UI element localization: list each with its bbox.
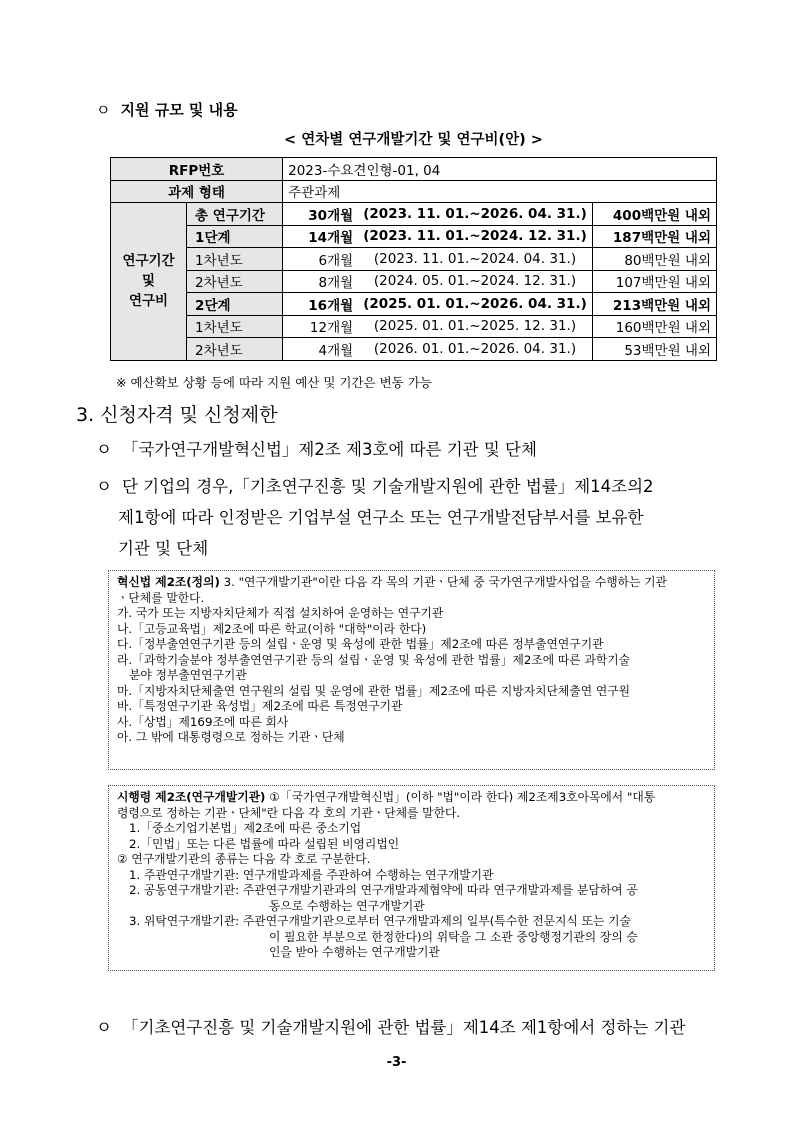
box-line: 1. 주관연구개발기관: 연구개발과제를 주관하여 수행하는 연구개발기관 xyxy=(129,867,494,882)
bullet-mark: ㅇ xyxy=(96,1018,112,1037)
box-line: 1.「중소기업기본법」제2조에 따른 중소기업 xyxy=(129,821,362,835)
box-line: 마.「지방자치단체출연 연구원의 설립 및 운영에 관한 법률」제2조에 따른 지방자치단체출연 연구원 xyxy=(117,683,631,698)
box-title: 시행령 제2조(연구개발기관) xyxy=(117,790,266,804)
box-line: 3. 위탁연구개발기관: 주관연구개발기관으로부터 연구개발과제의 일부(특수한 전문지식 또는 기술 xyxy=(129,914,631,928)
row-period: (2026. 01. 01.~2026. 04. 31.) xyxy=(358,338,592,361)
box-line: 이 필요한 부분으로 한정한다)의 위탁을 그 소관 중앙행정기관의 장의 승 xyxy=(269,929,638,944)
row-months: 8개월 xyxy=(283,270,359,293)
row-label: 2차년도 xyxy=(187,338,283,361)
paragraph-line: 기관 및 단체 xyxy=(118,539,209,558)
budget-table xyxy=(110,157,717,361)
box-line: 인을 받아 수행하는 연구개발기관 xyxy=(269,945,440,959)
box-line: 나.「고등교육법」제2조에 따른 학교(이하 "대학"이라 한다) xyxy=(117,621,427,636)
paragraph-line: 제1항에 따라 인정받은 기업부설 연구소 또는 연구개발전담부서를 보유한 xyxy=(118,508,644,527)
section-bullet xyxy=(96,99,238,120)
row-label: 2차년도 xyxy=(187,270,283,293)
row-months: 4개월 xyxy=(283,338,359,361)
row-months: 16개월 xyxy=(283,293,359,316)
decree-excerpt-box xyxy=(108,785,715,971)
row-months: 6개월 xyxy=(283,248,359,271)
row-label: 1차년도 xyxy=(187,248,283,271)
table-row xyxy=(111,315,717,338)
row-budget: 160백만원 내외 xyxy=(592,315,716,338)
box-line: 2. 공동연구개발기관: 주관연구개발기관과의 연구개발과제협약에 따라 연구개발과제를 분담하여 공 xyxy=(129,883,638,897)
box-line: ② 연구개발기관의 종류는 다음 각 호로 구분한다. xyxy=(117,852,371,866)
box-line: 분야 정부출연연구기관 xyxy=(129,668,247,682)
paragraph-3 xyxy=(96,1012,685,1043)
row-period: (2025. 01. 01.~2025. 12. 31.) xyxy=(358,315,592,338)
row-budget: 53백만원 내외 xyxy=(592,338,716,361)
row-budget: 187백만원 내외 xyxy=(592,225,716,248)
section-heading: 3. 신청자격 및 신청제한 xyxy=(76,404,278,426)
table-row xyxy=(111,270,717,293)
row-budget: 213백만원 내외 xyxy=(592,293,716,316)
table-row xyxy=(111,203,717,226)
row-period: (2025. 01. 01.~2026. 04. 31.) xyxy=(358,293,592,316)
rfp-label: RFP번호 xyxy=(111,158,283,181)
rfp-value: 2023-수요견인형-01, 04 xyxy=(283,158,717,181)
box-line: 3. "연구개발기관"이란 다음 각 목의 기관ㆍ단체 중 국가연구개발사업을 수행하는 기관 xyxy=(219,575,667,589)
box-line: 동으로 수행하는 연구개발기관 xyxy=(269,898,425,913)
row-label: 2단계 xyxy=(187,293,283,316)
row-label: 총 연구기간 xyxy=(187,203,283,226)
box-line: 라.「과학기술분야 정부출연연구기관 등의 설립ㆍ운영 및 육성에 관한 법률」제2조에 따른 과학기술 xyxy=(117,652,631,667)
box-line: 아. 그 밖에 대통령령으로 정하는 기관ㆍ단체 xyxy=(117,730,345,744)
row-budget: 107백만원 내외 xyxy=(592,270,716,293)
box-line: ㆍ단체를 말한다. xyxy=(117,590,205,605)
table-row xyxy=(111,158,717,181)
row-months: 12개월 xyxy=(283,315,359,338)
row-period: (2024. 05. 01.~2024. 12. 31.) xyxy=(358,270,592,293)
paragraph-1 xyxy=(96,434,537,465)
side-label xyxy=(111,203,187,361)
row-budget: 80백만원 내외 xyxy=(592,248,716,271)
row-period: (2023. 11. 01.~2026. 04. 31.) xyxy=(358,203,592,226)
law-excerpt-box xyxy=(108,570,715,770)
paragraph-text: 「기초연구진흥 및 기술개발지원에 관한 법률」제14조 제1항에서 정하는 기관 xyxy=(121,1018,686,1037)
side-label-line: 및 xyxy=(142,273,156,290)
box-line: 2.「민법」또는 다른 법률에 따라 설립된 비영리법인 xyxy=(129,836,400,851)
table-row xyxy=(111,180,717,203)
row-budget: 400백만원 내외 xyxy=(592,203,716,226)
bullet-mark: ㅇ xyxy=(96,440,112,459)
box-line: 사.「상법」제169조에 따른 회사 xyxy=(117,714,289,729)
side-label-line: 연구기간 xyxy=(122,253,175,270)
table-row xyxy=(111,225,717,248)
page-number: -3- xyxy=(386,1055,407,1070)
box-line: 다.「정부출연연구기관 등의 설립ㆍ운영 및 육성에 관한 법률」제2조에 따른 정부출연연구기관 xyxy=(117,637,604,651)
row-months: 30개월 xyxy=(283,203,359,226)
row-label: 1차년도 xyxy=(187,315,283,338)
box-line: 바.「특정연구기관 육성법」제2조에 따른 특정연구기관 xyxy=(117,699,403,713)
box-line: ①「국가연구개발혁신법」(이하 "법"이라 한다) 제2조제3호아목에서 "대통 xyxy=(265,790,656,804)
table-caption: < 연차별 연구개발기간 및 연구비(안) > xyxy=(284,132,543,148)
row-label: 1단계 xyxy=(187,225,283,248)
row-period: (2023. 11. 01.~2024. 12. 31.) xyxy=(358,225,592,248)
paragraph-line: 단 기업의 경우,「기초연구진흥 및 기술개발지원에 관한 법률」제14조의2 xyxy=(121,477,654,496)
table-row xyxy=(111,293,717,316)
row-period: (2023. 11. 01.~2024. 04. 31.) xyxy=(358,248,592,271)
paragraph-2 xyxy=(96,471,736,564)
table-row xyxy=(111,338,717,361)
type-label: 과제 형태 xyxy=(111,180,283,203)
side-label-line: 연구비 xyxy=(128,293,169,310)
row-months: 14개월 xyxy=(283,225,359,248)
box-line: 가. 국가 또는 지방자치단체가 직접 설치하여 운영하는 연구기관 xyxy=(117,606,444,620)
table-row xyxy=(111,248,717,271)
bullet-mark: ㅇ xyxy=(96,477,112,496)
box-title: 혁신법 제2조(정의) xyxy=(117,575,220,589)
table-note: ※ 예산확보 상황 등에 따라 지원 예산 및 기간은 변동 가능 xyxy=(116,375,432,390)
box-line: 령령으로 정하는 기관ㆍ단체"란 다음 각 호의 기관ㆍ단체를 말한다. xyxy=(117,805,461,820)
bullet-mark: ㅇ xyxy=(96,101,111,119)
section-bullet-text: 지원 규모 및 내용 xyxy=(120,101,238,119)
paragraph-text: 「국가연구개발혁신법」제2조 제3호에 따른 기관 및 단체 xyxy=(121,440,537,459)
type-value: 주관과제 xyxy=(283,180,717,203)
